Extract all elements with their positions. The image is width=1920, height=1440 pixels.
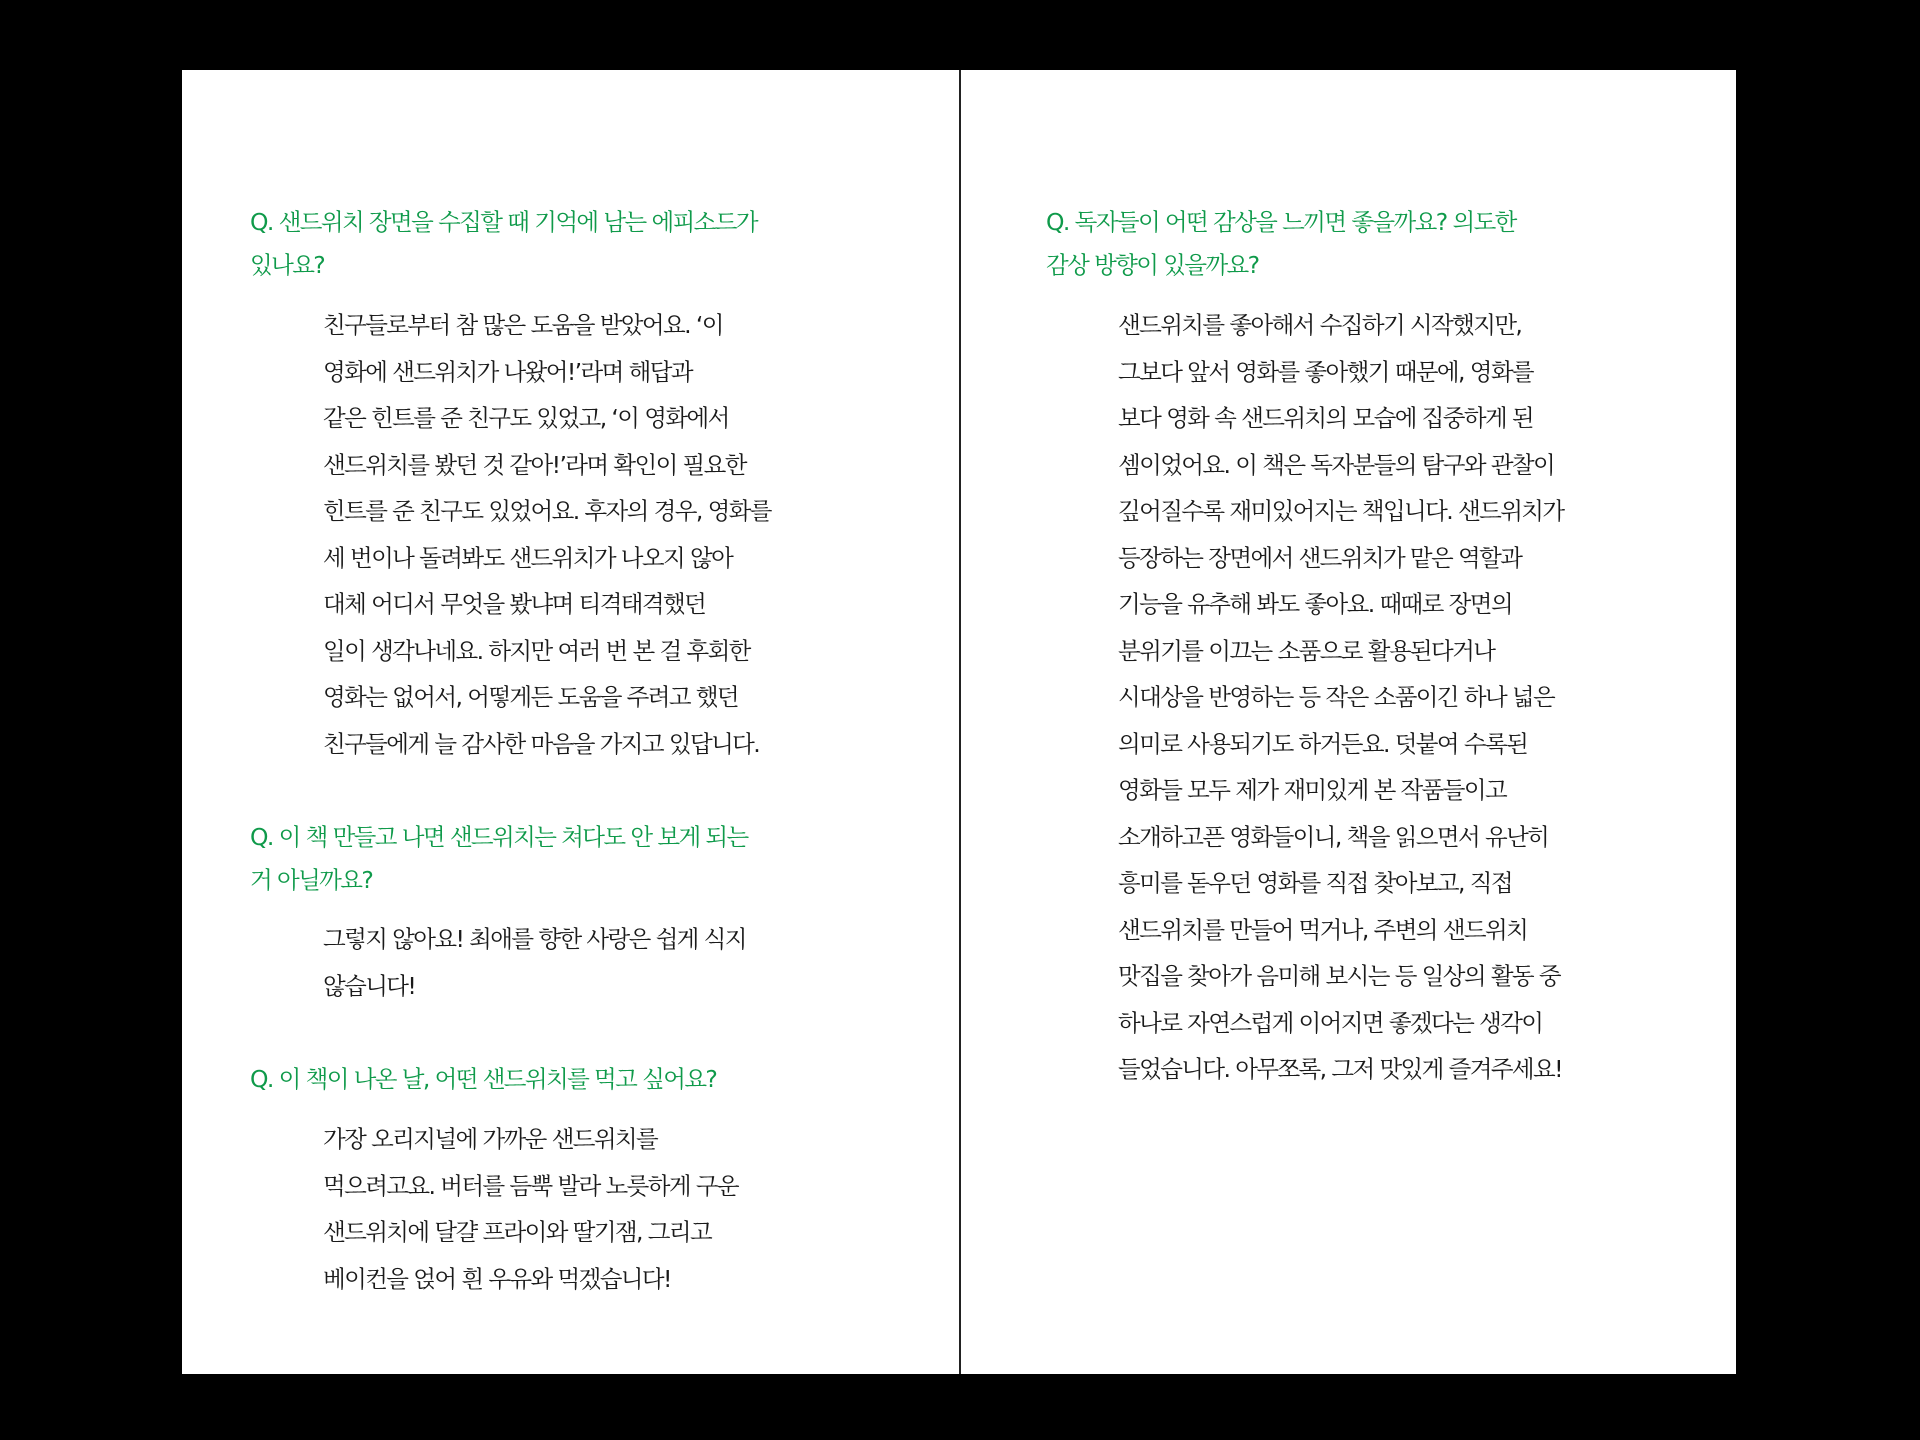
- answer-4-line: 샌드위치를 좋아해서 수집하기 시작했지만,: [1118, 311, 1522, 339]
- answer-4-line: 하나로 자연스럽게 이어지면 좋겠다는 생각이: [1118, 1008, 1543, 1037]
- question-3: [250, 1058, 716, 1101]
- answer-3-line: 가장 오리지널에 가까운 샌드위치를: [323, 1125, 658, 1153]
- answer-1-line: 대체 어디서 무엇을 봤냐며 티격태격했던: [323, 590, 706, 618]
- answer-1-line: 영화에 샌드위치가 나왔어!’라며 해답과: [323, 357, 692, 386]
- question-4-line: Q. 독자들이 어떤 감상을 느끼면 좋을까요? 의도한: [1046, 208, 1516, 236]
- answer-4-line: 셈이었어요. 이 책은 독자분들의 탐구와 관찰이: [1118, 450, 1555, 479]
- answer-3-line: 샌드위치에 달걀 프라이와 딸기잼, 그리고: [323, 1218, 712, 1246]
- question-1-line: 있나요?: [250, 251, 325, 279]
- answer-4-line: 샌드위치를 만들어 먹거나, 주변의 샌드위치: [1118, 915, 1528, 944]
- answer-1-line: 힌트를 준 친구도 있었어요. 후자의 경우, 영화를: [323, 497, 771, 525]
- left-page: [182, 70, 959, 1374]
- answer-4-line: 맛집을 찾아가 음미해 보시는 등 일상의 활동 중: [1118, 962, 1561, 990]
- question-2-line: Q. 이 책 만들고 나면 샌드위치는 쳐다도 안 보게 되는: [250, 823, 748, 851]
- answer-4-line: 흥미를 돋우던 영화를 직접 찾아보고, 직접: [1118, 869, 1512, 897]
- answer-4-line: 그보다 앞서 영화를 좋아했기 때문에, 영화를: [1118, 357, 1534, 386]
- answer-1-line: 친구들로부터 참 많은 도움을 받았어요. ‘이: [323, 311, 723, 339]
- answer-3-line: 베이컨을 얹어 흰 우유와 먹겠습니다!: [323, 1264, 671, 1293]
- answer-1: [323, 302, 771, 767]
- question-4-line: 감상 방향이 있을까요?: [1046, 251, 1259, 279]
- answer-4-line: 시대상을 반영하는 등 작은 소품이긴 하나 넓은: [1118, 683, 1555, 711]
- question-1-line: Q. 샌드위치 장면을 수집할 때 기억에 남는 에피소드가: [250, 208, 757, 236]
- question-3-line: Q. 이 책이 나온 날, 어떤 샌드위치를 먹고 싶어요?: [250, 1065, 717, 1093]
- answer-4-line: 기능을 유추해 봐도 좋아요. 때때로 장면의: [1118, 590, 1512, 618]
- answer-1-line: 샌드위치를 봤던 것 같아!’라며 확인이 필요한: [323, 450, 746, 479]
- answer-4: [1118, 302, 1564, 1093]
- answer-1-line: 영화는 없어서, 어떻게든 도움을 주려고 했던: [323, 683, 739, 711]
- answer-2: [323, 916, 746, 1009]
- question-2: [250, 816, 748, 902]
- book-spread: [182, 70, 1736, 1374]
- answer-1-line: 친구들에게 늘 감사한 마음을 가지고 있답니다.: [323, 729, 760, 758]
- answer-3: [323, 1116, 738, 1302]
- question-2-line: 거 아닐까요?: [250, 866, 373, 894]
- answer-4-line: 보다 영화 속 샌드위치의 모습에 집중하게 된: [1118, 404, 1534, 432]
- answer-4-line: 들었습니다. 아무쪼록, 그저 맛있게 즐겨주세요!: [1118, 1055, 1562, 1083]
- answer-4-line: 등장하는 장면에서 샌드위치가 맡은 역할과: [1118, 543, 1522, 572]
- answer-4-line: 소개하고픈 영화들이니, 책을 읽으면서 유난히: [1118, 822, 1549, 851]
- question-4: [1046, 201, 1516, 287]
- answer-4-line: 영화들 모두 제가 재미있게 본 작품들이고: [1118, 776, 1507, 804]
- answer-2-line: 않습니다!: [323, 971, 416, 1000]
- right-page: [961, 70, 1736, 1374]
- answer-2-line: 그렇지 않아요! 최애를 향한 사랑은 쉽게 식지: [323, 925, 746, 953]
- answer-1-line: 일이 생각나네요. 하지만 여러 번 본 걸 후회한: [323, 636, 750, 665]
- answer-1-line: 세 번이나 돌려봐도 샌드위치가 나오지 않아: [323, 543, 733, 572]
- answer-4-line: 깊어질수록 재미있어지는 책입니다. 샌드위치가: [1118, 497, 1564, 525]
- answer-4-line: 의미로 사용되기도 하거든요. 덧붙여 수록된: [1118, 729, 1528, 758]
- answer-1-line: 같은 힌트를 준 친구도 있었고, ‘이 영화에서: [323, 404, 729, 432]
- answer-4-line: 분위기를 이끄는 소품으로 활용된다거나: [1118, 636, 1495, 665]
- question-1: [250, 201, 757, 287]
- answer-3-line: 먹으려고요. 버터를 듬뿍 발라 노릇하게 구운: [323, 1171, 739, 1200]
